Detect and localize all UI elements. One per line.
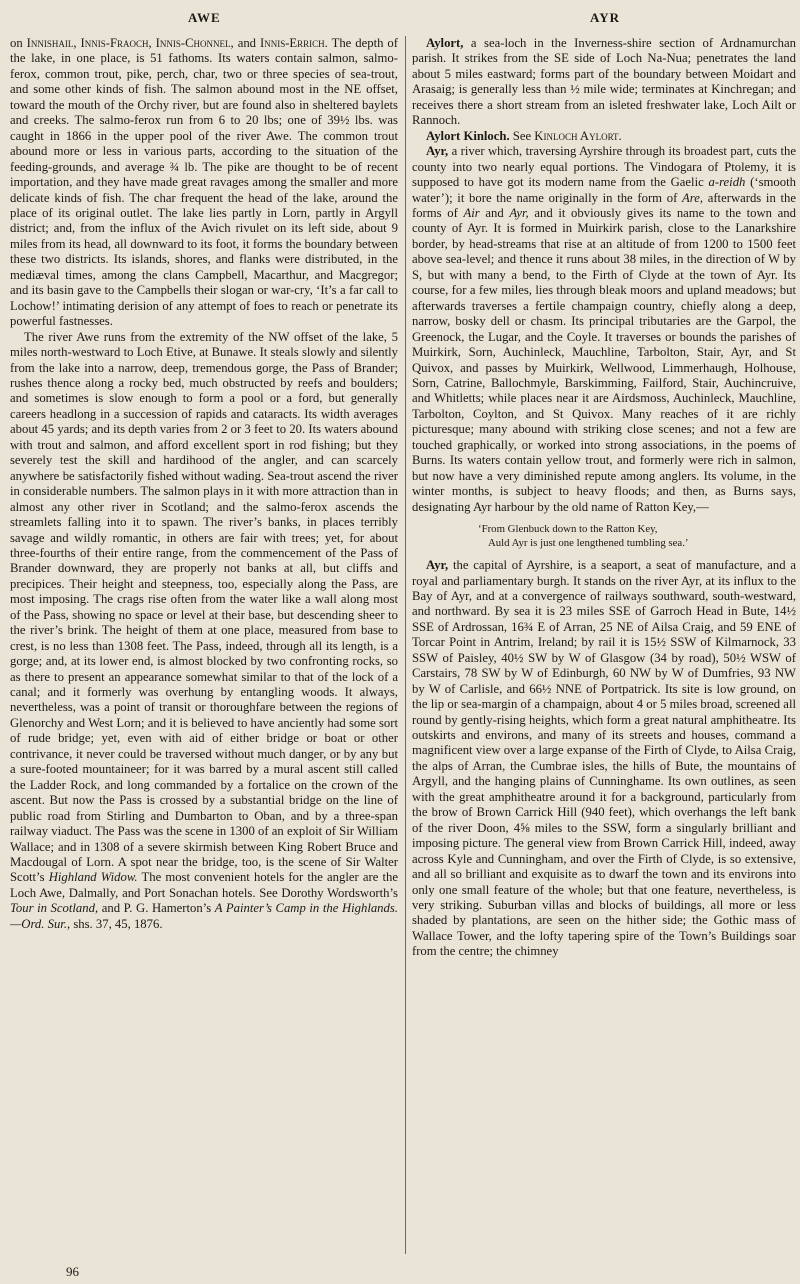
quote-line-2: Auld Ayr is just one lengthened tumbling sea.’ — [487, 536, 689, 549]
body-text: a river which, traversing Ayrshire through its broadest part, cuts the county into two nearly equal portions. The Vindogara of Ptolemy, it is supposed to have got its modern name from the Gaelic — [411, 144, 796, 190]
body-text: afterwards in the forms of — [411, 190, 796, 220]
paragraph-p1 — [10, 36, 398, 330]
entry-headword: Ayr, — [425, 558, 449, 573]
body-text: shs. 37, 45, 1876. — [70, 916, 163, 931]
body-text: The depth of the lake, in one place, is 51 fathoms. Its waters contain salmon, salmo-ferox, common trout, pike, perch, char, two or three species of sea-trout, and some other kinds of fish. The salmon abound most in the NE offset, toward the mouth of the Orchy river, but are found also in sheltered baylets and creeks. The salmo-ferox run from 6 to 20 lbs; one of 39½ lbs. was caught in 1866 in the upper pool of the river Awe. The common trout abound more or less in various parts, according to the situation of the feeding-grounds, and average ¾ lb. The pike are thought to be of recent importation, and they have made great ravages among the smaller and more delicate kinds of fish. The char frequent the head of the lake, around the place of its original outlet. The lake lies partly in Lorn, partly in Argyll district; and, from the influx of the Avich rivulet on its left side, about 9 miles from its head, all downward to its foot, it forms the boundary between these two districts. Its islands, shores, and flanks were distributed, in the mediæval times, among the clans Campbell, Macarthur, and Macgregor; and its basin gave to the Campbells their slogan or war-cry, ‘It’s a far call to Lochow!’ intimating derision of any attempt of foes to reach or penetrate its powerful fastnesses. — [10, 36, 398, 329]
entry-headword: Aylort Kinloch. — [425, 128, 510, 143]
entry-headword: Ayr, — [425, 144, 449, 159]
small-caps-text: Innishail, Innis-Fraoch, Innis-Chonnel, — [26, 36, 234, 50]
text-columns — [10, 36, 796, 1264]
paragraph-r1 — [412, 36, 796, 129]
body-text: and it obviously gives its name to the town and county of Ayr. It is formed in Muirkirk parish, close to the Lanarkshire border, by head-streams that rise at an altitude of from 1200 to 1500 feet above sea-level; and thence it runs about 38 miles, in the direction of W by S, but with many a bend, to the Firth of Clyde at the town of Ayr. Its course, for a few miles, lies through bleak moors and upland meadows; but afterwards traverses a fertile champaign country, chiefly along a deep, narrow, bosky dell or chasm. Its principal tributaries are the Garpol, the Greenock, the Lugar, and the Coyle. It traverses or bounds the parishes of Muirkirk, Sorn, Auchinleck, Mauchline, Tarbolton, Stair, Ayr, and St Quivox, and passes by Muirkirk, Wellwood, Limmerhaugh, Holhouse, Sorn, Catrine, Ballochmyle, Barskimming, Failford, Stair, Auchincruive, and Whitletts; while places near it are Airdsmoss, Auchinleck, Mauchline, Tarbolton, Coylton, and St Quivox. Many reaches of it are richly picturesque; many abound with striking close scenes; and not a few are touched graphically, or worked into strong associations, in the poems of Burns. Its waters contain yellow trout, and formerly were rich in salmon, but now have a very diminished repute among anglers. Its volume, in the winter months, is subject to heavy floods; and then, as Burns says, designating Ayr harbour by the old name of Ratton Key,— — [411, 205, 796, 514]
right-column-entries — [412, 36, 796, 515]
body-text: The most convenient hotels for the angler are the Loch Awe, Dalmally, and Port Sonachan hotels. See Dorothy Wordsworth’s — [10, 870, 398, 900]
paragraph-r4 — [412, 558, 796, 960]
italic-text: A Painter’s Camp in the Highlands.—Ord. Sur., — [10, 901, 398, 931]
body-text: and — [233, 36, 260, 50]
left-column — [10, 36, 398, 1264]
body-text: (‘smooth water’); it bore the name originally in the form of — [411, 175, 796, 205]
body-text: The river Awe runs from the extremity of the NW offset of the lake, 5 miles north-westward to Loch Etive, at Bunawe. It steals slowly and silently from the lake into a narrow, deep, tremendous gorge, the Pass of Brander; rushes thence along a rocky bed, much obstructed by reefs and boulders; and sometimes is slow enough to form a pool or a ford, but generally careers headlong in a succession of rapids and cataracts. Its width averages about 45 yards; and its depth varies from 2 or 3 feet to 20. Its waters abound with trout and salmon, and afford excellent sport in rod fishing; but they severely test the skill and hardihood of the angler, and can scarcely anywhere be satisfactorily fished without wading. Sea-trout ascend the river in considerable numbers. The salmon plays in it with more attraction than in almost any other river in Scotland; and the salmo-ferox ascends the streamlets falling into it to spawn. The river’s banks, in places terribly savage and wildly romantic, in others are fair with trees; yet, for about three-fourths of their entire range, from the commencement of the Pass of Brander downward, they are properly not banks at all, but cliffs and precipices. Their height and steepness, too, especially along the Pass, are most imposing. The crags rise often from the water like a wall along most of the Pass, showing no space or level at their base, but descending sheer to the river’s brink. The height of them at one place, measured from base to crest, is no less than 1308 feet. The Pass, indeed, through all its length, is a gorge; and, at its lower end, is almost blocked by two confronting rocks, so as there to present an appearance somewhat similar to that of the lock of a canal; and it formerly was overhung by entangling woods. It always, nevertheless, was a point of transit or thoroughfare between the regions of Glenorchy and West Lorn; and it is believed to have anciently had some sort of rude bridge; yet, even with aid of either bridge or boat or other contrivance, it never could be traversed without much danger, or by any but a sure-footed mountaineer; for it was barred by a mural ascent still called the Ladder Rock, and long commanded by a fortalice on the crown of the ascent. But now the Pass is crossed by a substantial bridge on the line of public road from Stirling and Dumbarton to Oban, and by a three-span railway viaduct. The Pass was the scene in 1300 of an exploit of Sir William Wallace; and in 1308 of a severe skirmish between King Robert Bruce and Macdougal of Lorn. A spot near the bridge, too, is the scene of Sir Walter Scott’s — [10, 329, 398, 885]
italic-text: Highland Widow. — [48, 870, 138, 885]
body-text: the capital of Ayrshire, is a seaport, a seat of manufacture, and a royal and parliamentary burgh. It stands on the river Ayr, at its influx to the Bay of Ayr, and at a convergence of railways southward, south-westward, and northward. By sea it is 23 miles SSE of Garroch Head in Bute, 14½ SSE of Ardrossan, 16¾ E of Arran, 25 NE of Ailsa Craig, and 59 ENE of Torcar Point in Antrim, Ireland; by rail it is 15½ SSW of Kilmarnock, 33 SSW of Paisley, 40½ SW by W of Glasgow (34 by road), 50½ WSW of Carstairs, 78 SW by W of Edinburgh, 60 NW by W of Dumfries, 93 NW by W of Carlisle, and 66½ NNE of Portpatrick. Its site is low ground, on the lip or sea-margin of a champaign, about 4 or 5 miles broad, screened all round by gently-rising heights, which form a great natural amphitheatre. Its outskirts and environs, and many of its streets and houses, command a magnificent view over a large expanse of the Firth of Clyde, to Ailsa Craig, the alps of Arran, the Cumbrae isles, the hills of Bute, the mountains of Argyll, and the hanging plains of Cunninghame. Its own outlines, as seen with the great amphitheatre around it for a background, particularly from the brow of Brown Carrick Hill (940 feet), which overhangs the left bank of the river Doon, 4⅝ miles to the SSW, form a singularly brilliant and imposing picture. The general view from Brown Carrick Hill, indeed, away across Kyle and Cunningham, and over the Firth of Clyde, is so extensive, and all so brilliant and exquisite as to dwarf the town and its environs into only one small feature of the whole; but that one feature, nevertheless, is very striking. Suburban villas and blocks of buildings, all more or less shaded by plantations, are seen on the hither side; the Gothic mass of Wallace Tower, and the lofty tapering spire of the Town’s Buildings soar from the centre; the chimney — [411, 558, 796, 959]
body-text: See — [509, 128, 535, 143]
italic-text: Are, — [681, 190, 704, 205]
entry-headword: Aylort, — [425, 36, 464, 50]
paragraph-p2 — [10, 330, 398, 933]
page-number: 96 — [66, 1264, 79, 1279]
body-text: a sea-loch in the Inverness-shire section of Ardnamurchan parish. It strikes from the SE side of Loch Na-Nua; penetrates the land about 5 miles eastward; forms part of the boundary between Moidart and Arasaig; is generally less than ½ mile wide; terminates at Kinchregan; and receives there a short stream from an isleted freshwater lake, Loch Ailt or Rannoch. — [411, 36, 796, 128]
italic-text: Ayr, — [509, 205, 529, 220]
burns-quote — [412, 515, 796, 558]
body-text: and P. G. Hamerton’s — [98, 901, 215, 916]
italic-text: Air — [463, 205, 480, 220]
paragraph-r3 — [412, 144, 796, 515]
running-header-right: AYR — [590, 10, 620, 25]
quote-line-1: ‘From Glenbuck down to the Ratton Key, — [477, 523, 658, 536]
small-caps-text: Kinloch Aylort. — [534, 128, 622, 143]
paragraph-r2 — [412, 129, 796, 144]
italic-text: Tour in Scotland, — [10, 901, 99, 916]
running-header-left: AWE — [188, 10, 221, 25]
running-headers — [10, 6, 794, 34]
body-text: and — [479, 205, 510, 220]
italic-text: a-reidh — [708, 175, 746, 190]
right-column — [412, 36, 796, 1264]
small-caps-text: Innis-Errich. — [259, 36, 328, 50]
right-column-entries-continued — [412, 558, 796, 960]
body-text: on — [10, 36, 27, 50]
